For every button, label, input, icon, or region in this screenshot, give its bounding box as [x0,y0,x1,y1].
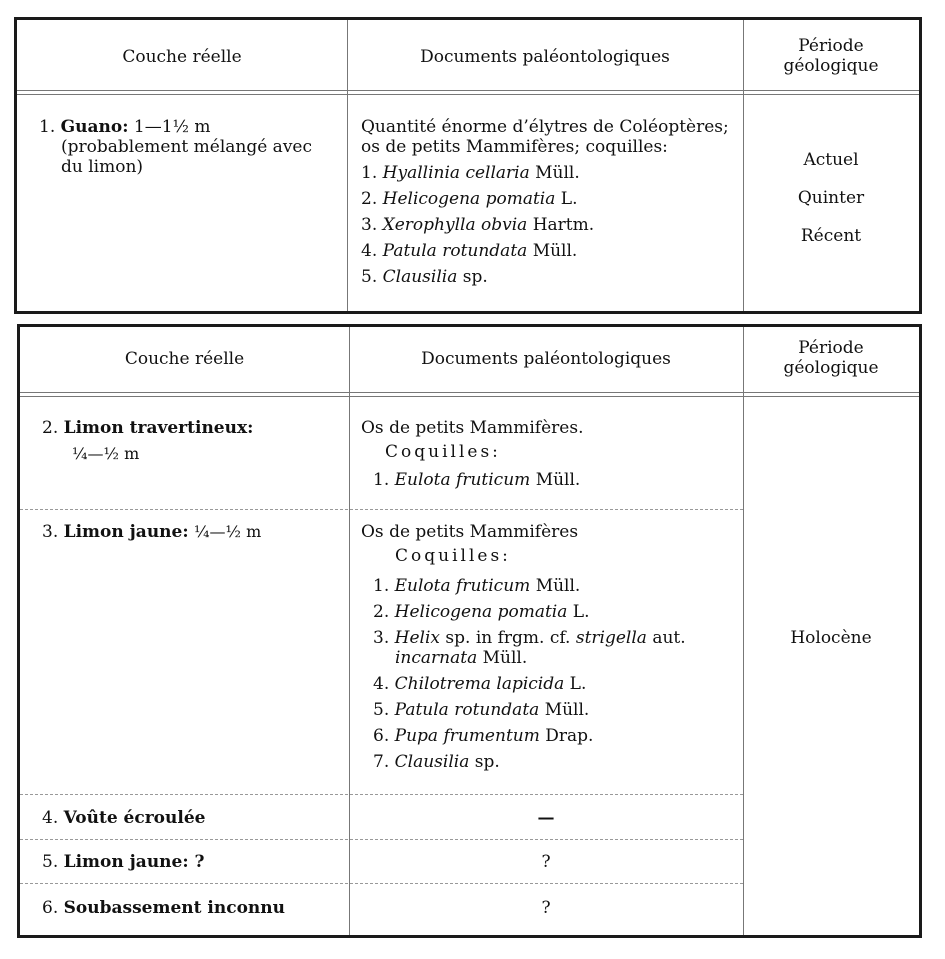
docs-cell-4: — [537,808,555,828]
layer-name: Guano: [60,117,129,137]
docs-cell-1 [361,117,731,293]
species-item: 1. Hyallinia cellaria Müll. [361,163,580,183]
table-2 [17,324,922,938]
species-item: 3. Xerophylla obvia Hartm. [361,215,595,235]
column-divider [349,327,350,935]
header-period: Période géologique [783,338,879,378]
docs-cell-3 [361,522,737,778]
header-rule [20,392,919,397]
period-cell-1: Actuel Quinter Récent [797,150,865,246]
species-item: 3. Helix sp. in frgm. cf. strigella aut. incarnata Müll. [373,628,686,668]
row-separator [20,883,743,884]
header-layer: Couche réelle [122,47,242,67]
layer-name: Soubassement inconnu [63,898,285,918]
row-separator [20,794,743,795]
layer-thickness: 1—1½ m [133,117,211,137]
docs-cell-6: ? [541,898,551,918]
layer-cell-2: 2. Limon travertineux: ¼—½ m [42,418,342,464]
row-separator [20,509,743,510]
species-item: 2. Helicogena pomatia L. [361,189,578,209]
species-item: 2. Helicogena pomatia L. [373,602,590,622]
layer-cell-3: 3. Limon jaune: ¼—½ m [42,522,262,542]
header-docs: Documents paléontologiques [421,349,671,369]
layer-thickness: ¼—½ m [72,444,140,463]
species-item: 4. Patula rotundata Müll. [361,241,578,261]
period-cell-holocene: Holocène [790,628,872,648]
layer-cell-4: 4. Voûte écroulée [42,808,206,828]
header-layer: Couche réelle [124,349,245,369]
header-period: Période géologique [783,36,879,76]
header-docs: Documents paléontologiques [420,47,670,67]
species-item: 7. Clausilia sp. [373,752,500,772]
species-item: 5. Clausilia sp. [361,267,488,287]
row-separator [20,839,743,840]
coquilles-label: Coquilles: [385,442,501,462]
docs-intro: Os de petits Mammifères. [361,418,584,438]
docs-cell-2 [361,418,733,496]
species-item: 5. Patula rotundata Müll. [373,700,590,720]
coquilles-label: Coquilles: [395,546,511,566]
docs-intro: Quantité énorme d’élytres de Coléoptères; os de petits Mammifères; coquilles: [361,117,729,157]
species-item: 1. Eulota fruticum Müll. [373,470,581,490]
layer-note: (probablement mélangé avec du limon) [61,137,313,177]
docs-intro: Os de petits Mammifères [361,522,579,542]
layer-cell-5: 5. Limon jaune: ? [42,852,205,872]
layer-name: Limon jaune: [63,522,189,542]
species-item: 4. Chilotrema lapicida L. [373,674,587,694]
header-rule [17,90,919,95]
layer-cell-1: 1. Guano: 1—1½ m (probablement mélangé avec du limon) [39,117,339,177]
layer-name: Limon jaune: ? [63,852,205,872]
layer-thickness: ¼—½ m [194,522,262,541]
species-item: 1. Eulota fruticum Müll. [373,576,581,596]
table-1 [14,17,922,314]
layer-cell-6: 6. Soubassement inconnu [42,898,285,918]
species-item: 6. Pupa frumentum Drap. [373,726,594,746]
docs-cell-5: ? [541,852,551,872]
layer-name: Limon travertineux: [63,418,254,438]
layer-name: Voûte écroulée [63,808,206,828]
